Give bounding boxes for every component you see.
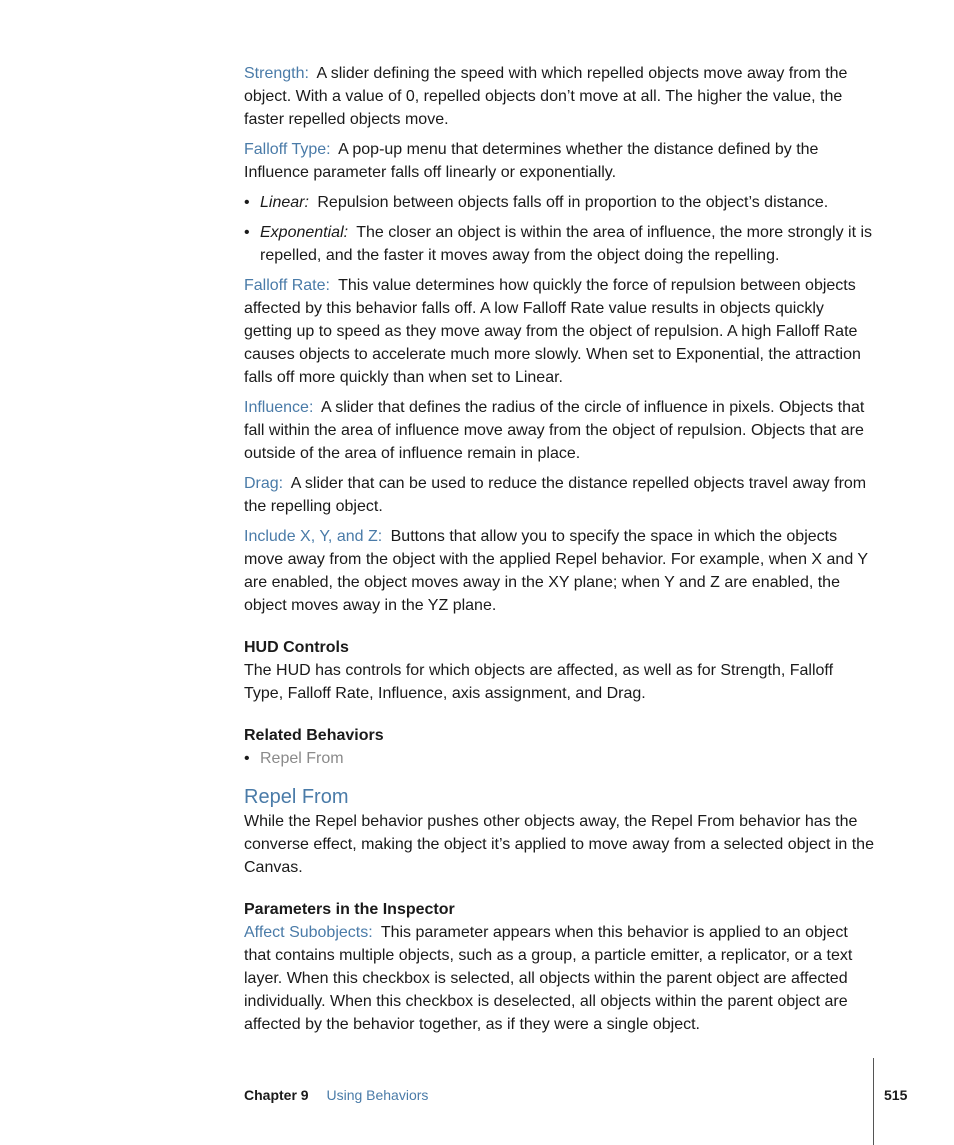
param-drag bbox=[244, 472, 876, 518]
bullet: • bbox=[244, 224, 250, 241]
footer-divider bbox=[873, 1058, 874, 1145]
param-falloff-rate bbox=[244, 274, 876, 389]
footer-chapter-link[interactable]: Using Behaviors bbox=[326, 1087, 429, 1103]
falloff-options-list bbox=[244, 191, 876, 267]
related-link-label: Repel From bbox=[260, 750, 344, 767]
param-falloff-type bbox=[244, 138, 876, 184]
param-strength bbox=[244, 62, 876, 131]
page-content bbox=[244, 62, 876, 1043]
param-description: This value determines how quickly the force of repulsion between objects affected by this behavior falls off. A low Falloff Rate value results in objects quickly getting up to speed as they move away from the object of repulsion. A high Falloff Rate causes objects to accelerate much more slowly. When set to Exponential, the attraction falls off more quickly than when set to Linear. bbox=[244, 277, 861, 386]
param-description: A slider that defines the radius of the circle of influence in pixels. Objects that fall within the area of influence move away from the object of repulsion. Objects that are outside of the area of influence remain in place. bbox=[244, 399, 865, 462]
option-term: Exponential: bbox=[260, 224, 349, 241]
param-description: A slider that can be used to reduce the distance repelled objects travel away from the repelling object. bbox=[244, 475, 867, 515]
related-link-repel-from[interactable] bbox=[244, 747, 876, 770]
param-description: This parameter appears when this behavior is applied to an object that contains multiple objects, such as a group, a particle emitter, a replicator, or a text layer. When this checkbox is selected, all objects within the parent object are affected individually. When this checkbox is deselected, all objects within the parent object are affected by the behavior together, as if they were a single object. bbox=[244, 924, 853, 1033]
param-term: Include X, Y, and Z: bbox=[244, 528, 383, 545]
option-description: The closer an object is within the area of influence, the more strongly it is repelled, and the faster it moves away from the object doing the repelling. bbox=[260, 224, 873, 264]
param-affect-subobjects bbox=[244, 921, 876, 1036]
parameters-heading: Parameters in the Inspector bbox=[244, 901, 455, 918]
param-include-xyz bbox=[244, 525, 876, 617]
page-number: 515 bbox=[884, 1087, 908, 1103]
param-term: Drag: bbox=[244, 475, 284, 492]
bullet: • bbox=[244, 750, 250, 767]
footer-chapter: Chapter 9 bbox=[244, 1087, 309, 1103]
option-term: Linear: bbox=[260, 194, 309, 211]
param-description: A slider defining the speed with which repelled objects move away from the object. With a value of 0, repelled objects don’t move at all. The higher the value, the faster repelled objects move. bbox=[244, 65, 848, 128]
related-behaviors-list bbox=[244, 747, 876, 770]
bullet: • bbox=[244, 194, 250, 211]
param-description: A pop-up menu that determines whether the distance defined by the Influence parameter falls off linearly or exponentially. bbox=[244, 141, 819, 181]
repel-from-intro: While the Repel behavior pushes other objects away, the Repel From behavior has the converse effect, making the object it’s applied to move away from a selected object in the Canvas. bbox=[244, 813, 874, 876]
list-item bbox=[244, 191, 876, 214]
list-item bbox=[244, 221, 876, 267]
param-influence bbox=[244, 396, 876, 465]
param-description: Buttons that allow you to specify the space in which the objects move away from the object with the applied Repel behavior. For example, when X and Y are enabled, the object moves away in the XY plane; when Y and Z are enabled, the object moves away in the YZ plane. bbox=[244, 528, 868, 614]
page-footer bbox=[244, 1086, 428, 1104]
param-term: Falloff Rate: bbox=[244, 277, 330, 294]
option-description: Repulsion between objects falls off in proportion to the object’s distance. bbox=[317, 194, 829, 211]
param-term: Affect Subobjects: bbox=[244, 924, 373, 941]
param-term: Strength: bbox=[244, 65, 309, 82]
related-behaviors-heading: Related Behaviors bbox=[244, 727, 384, 744]
param-term: Falloff Type: bbox=[244, 141, 331, 158]
section-title-repel-from: Repel From bbox=[244, 786, 349, 808]
hud-controls-heading: HUD Controls bbox=[244, 639, 349, 656]
param-term: Influence: bbox=[244, 399, 314, 416]
hud-controls-text: The HUD has controls for which objects are affected, as well as for Strength, Falloff Type, Falloff Rate, Influence, axis assignment, and Drag. bbox=[244, 662, 834, 702]
